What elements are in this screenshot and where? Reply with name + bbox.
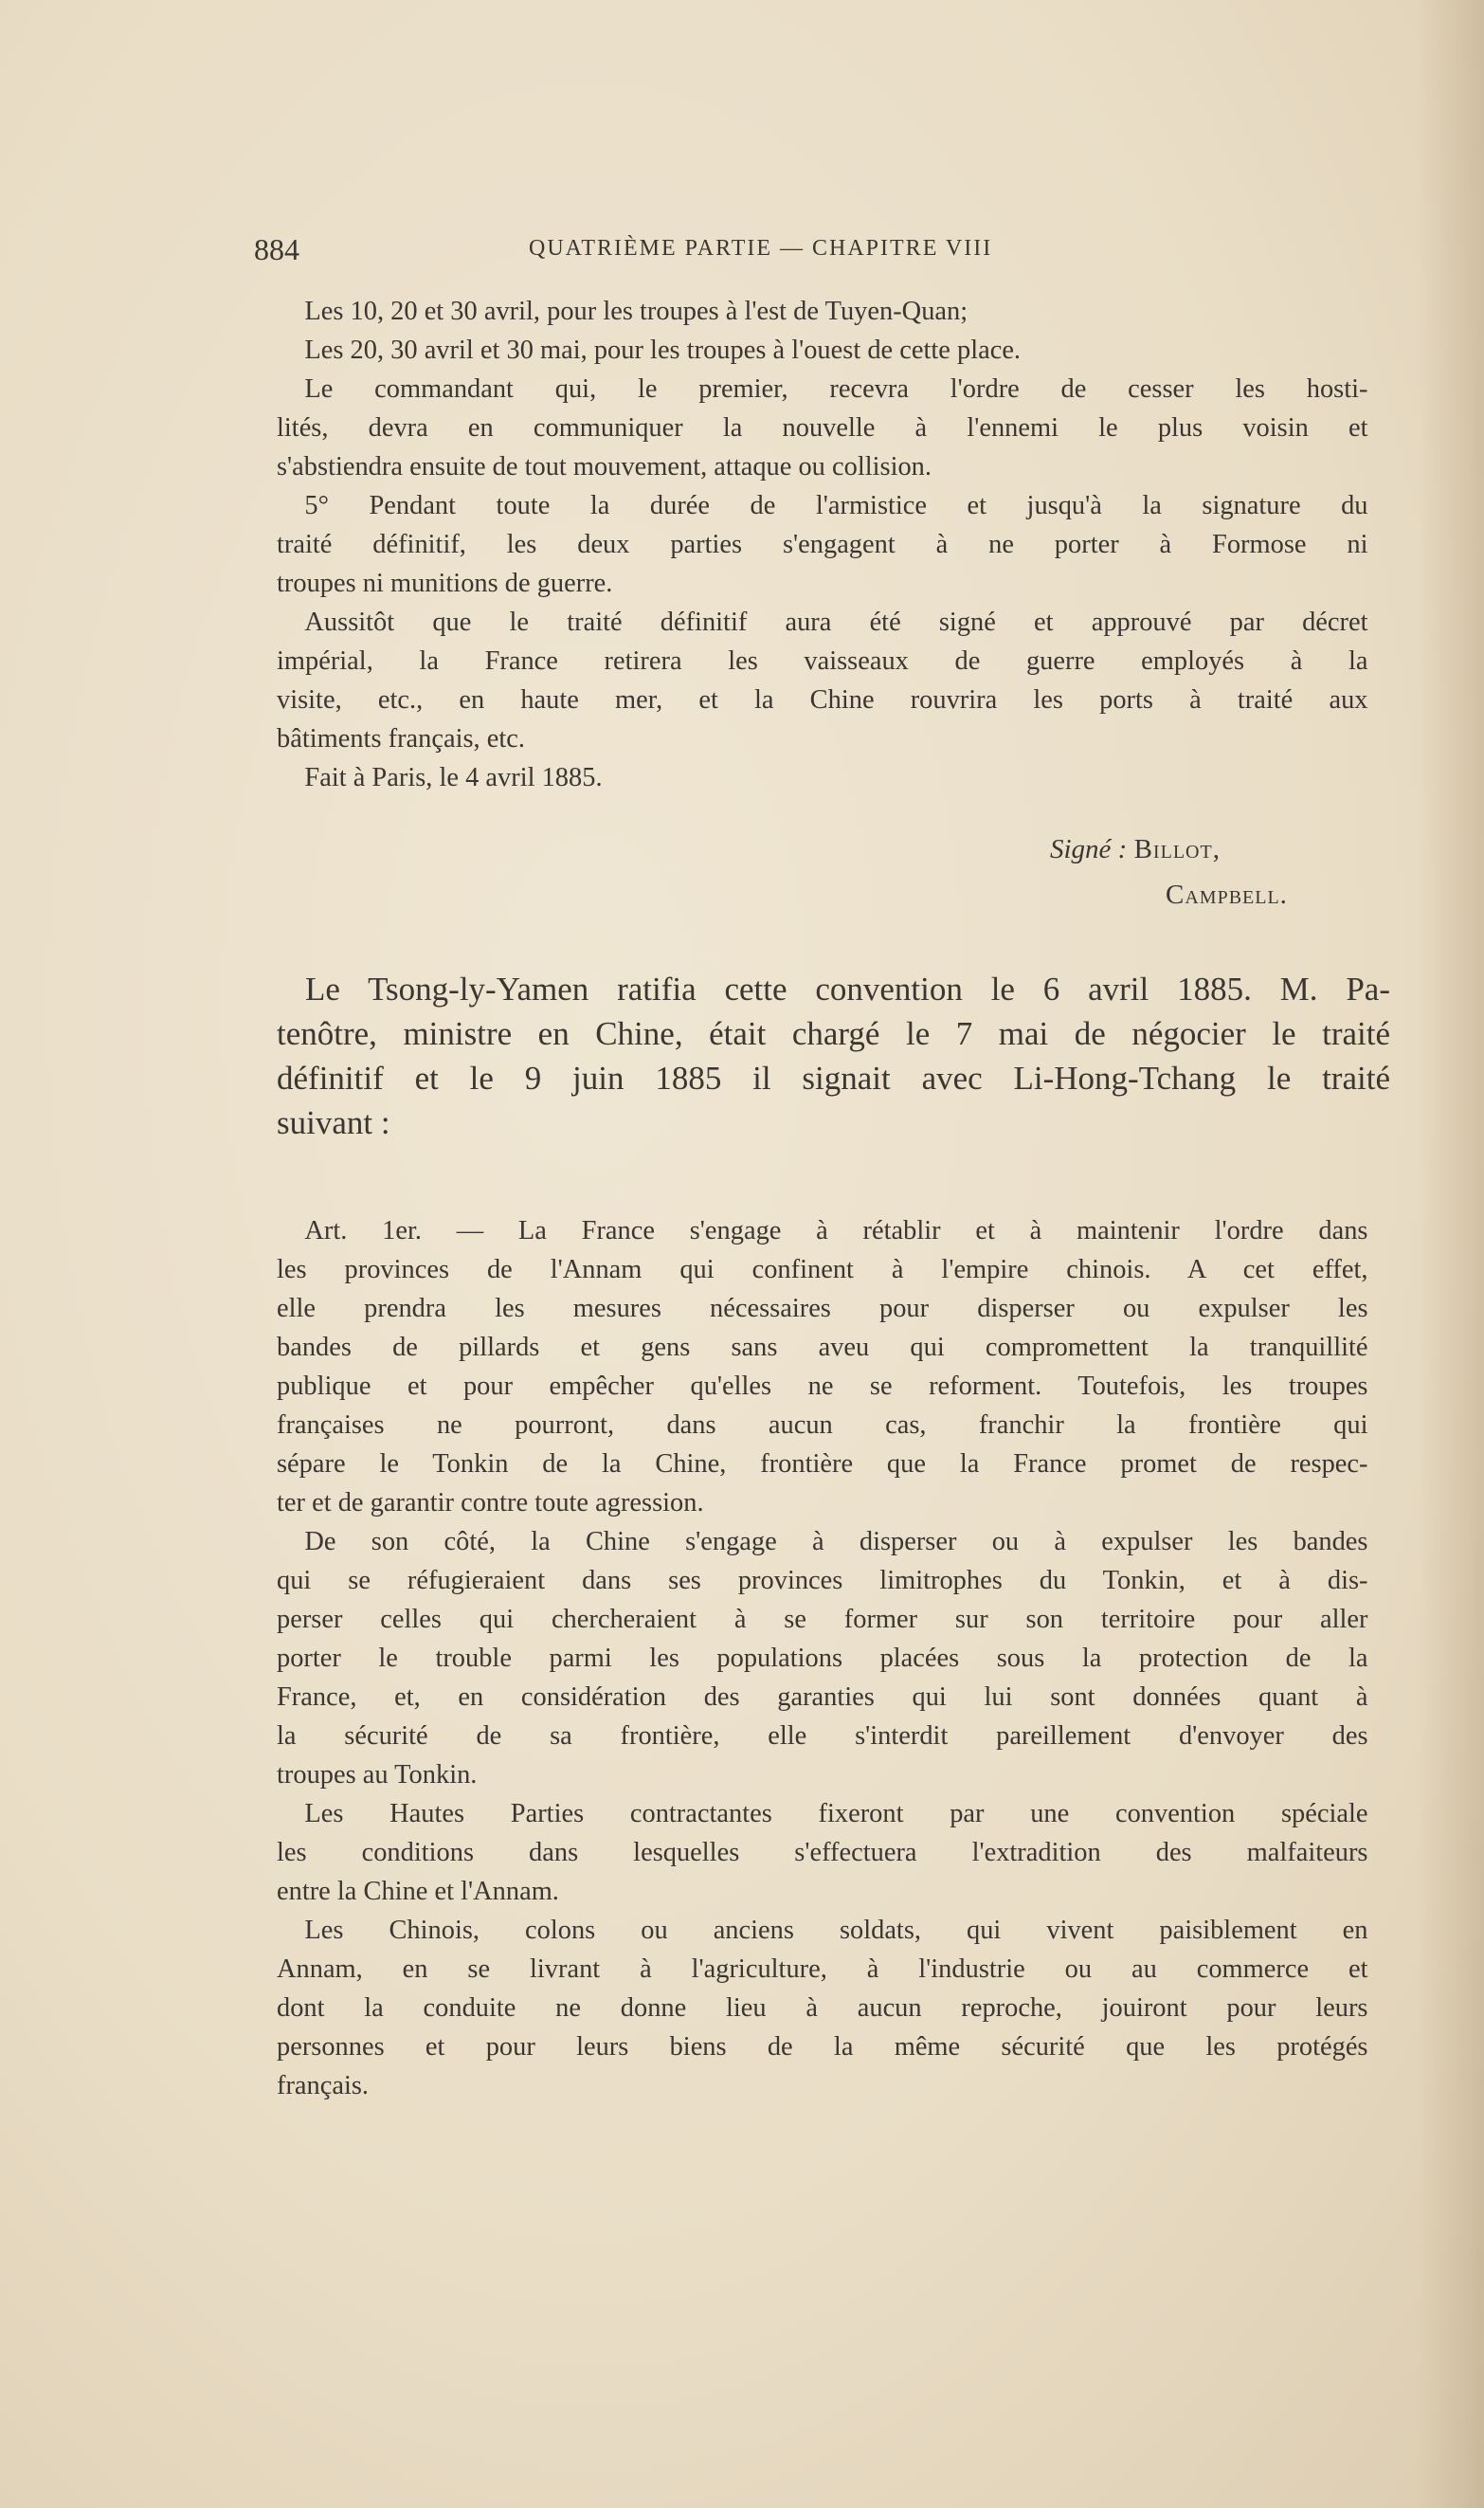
ratification-paragraph — [277, 967, 1390, 1145]
page-header — [254, 232, 1135, 270]
text-line: s'abstiendra ensuite de tout mouvement, attaque ou collision. — [277, 451, 932, 482]
text-line: Annam, en se livrant à l'agriculture, à l'industrie ou au commerce et — [277, 1954, 1368, 1984]
text-line: bandes de pillards et gens sans aveu qui compromettent la tranquillité — [277, 1332, 1368, 1362]
text-line: les conditions dans lesquelles s'effectuera l'extradition des malfaiteurs — [277, 1837, 1368, 1867]
text-line: Le commandant qui, le premier, recevra l'ordre de cesser les hosti- — [304, 373, 1368, 404]
text-line: France, et, en considération des garanties qui lui sont données quant à — [277, 1681, 1368, 1712]
text-line: ter et de garantir contre toute agression. — [277, 1487, 704, 1518]
signature-label — [1050, 834, 1221, 865]
text-line: françaises ne pourront, dans aucun cas, franchir la frontière qui — [277, 1409, 1368, 1440]
armistice-text-block — [277, 292, 1390, 797]
text-line: définitif et le 9 juin 1885 il signait avec Li-Hong-Tchang le traité — [277, 1060, 1390, 1097]
text-line: Aussitôt que le traité définitif aura été signé et approuvé par décret — [304, 607, 1368, 637]
text-line: impérial, la France retirera les vaisseaux de guerre employés à la — [277, 645, 1368, 676]
text-line: publique et pour empêcher qu'elles ne se reforment. Toutefois, les troupes — [277, 1371, 1368, 1401]
text-line: qui se réfugieraient dans ses provinces limitrophes du Tonkin, et à dis- — [277, 1565, 1368, 1595]
running-head: QUATRIÈME PARTIE — CHAPITRE VIII — [529, 236, 993, 261]
text-line: personnes et pour leurs biens de la même sécurité que les protégés — [277, 2031, 1368, 2062]
text-line: perser celles qui chercheraient à se former sur son territoire pour aller — [277, 1604, 1368, 1634]
text-line: les provinces de l'Annam qui confinent à l'empire chinois. A cet effet, — [277, 1254, 1368, 1284]
text-line: Le Tsong-ly-Yamen ratifia cette convention le 6 avril 1885. M. Pa- — [305, 971, 1390, 1008]
text-line: lités, devra en communiquer la nouvelle à l'ennemi le plus voisin et — [277, 412, 1368, 443]
text-line: Fait à Paris, le 4 avril 1885. — [304, 762, 603, 792]
text-line: français. — [277, 2070, 370, 2100]
page-edge-shadow — [1418, 0, 1484, 2508]
text-line: traité définitif, les deux parties s'engagent à ne porter à Formose ni — [277, 529, 1368, 559]
signatory-campbell: Campbell. — [1166, 880, 1288, 910]
text-line: Art. 1er. — La France s'engage à rétablir et à maintenir l'ordre dans — [304, 1215, 1368, 1245]
text-line: entre la Chine et l'Annam. — [277, 1876, 559, 1906]
text-line: Les Chinois, colons ou anciens soldats, qui vivent paisiblement en — [304, 1915, 1368, 1945]
text-line: troupes ni munitions de guerre. — [277, 568, 613, 598]
page-number: 884 — [254, 232, 299, 266]
text-line: suivant : — [277, 1104, 390, 1141]
text-line: 5° Pendant toute la durée de l'armistice et jusqu'à la signature du — [304, 490, 1368, 520]
text-line: porter le trouble parmi les populations placées sous la protection de la — [277, 1643, 1368, 1673]
text-line: la sécurité de sa frontière, elle s'interdit pareillement d'envoyer des — [277, 1720, 1368, 1751]
text-line: visite, etc., en haute mer, et la Chine rouvrira les ports à traité aux — [277, 684, 1368, 715]
text-line: Les 20, 30 avril et 30 mai, pour les troupes à l'ouest de cette place. — [304, 335, 1022, 365]
signed-label: Signé : — [1050, 834, 1128, 864]
text-line: tenôtre, ministre en Chine, était chargé le 7 mai de négocier le traité — [277, 1015, 1390, 1052]
text-line: sépare le Tonkin de la Chine, frontière que la France promet de respec- — [277, 1448, 1368, 1479]
text-line: De son côté, la Chine s'engage à disperser ou à expulser les bandes — [304, 1526, 1368, 1556]
signatory-billot: Billot, — [1133, 834, 1221, 864]
text-line: troupes au Tonkin. — [277, 1759, 478, 1790]
text-line: dont la conduite ne donne lieu à aucun reproche, jouiront pour leurs — [277, 1992, 1368, 2023]
text-line: Les Hautes Parties contractantes fixeront par une convention spéciale — [304, 1798, 1368, 1828]
text-line: bâtiments français, etc. — [277, 723, 525, 754]
treaty-article-1 — [277, 1211, 1390, 2105]
text-line: Les 10, 20 et 30 avril, pour les troupes à l'est de Tuyen-Quan; — [304, 296, 968, 326]
text-line: elle prendra les mesures nécessaires pour disperser ou expulser les — [277, 1293, 1368, 1323]
